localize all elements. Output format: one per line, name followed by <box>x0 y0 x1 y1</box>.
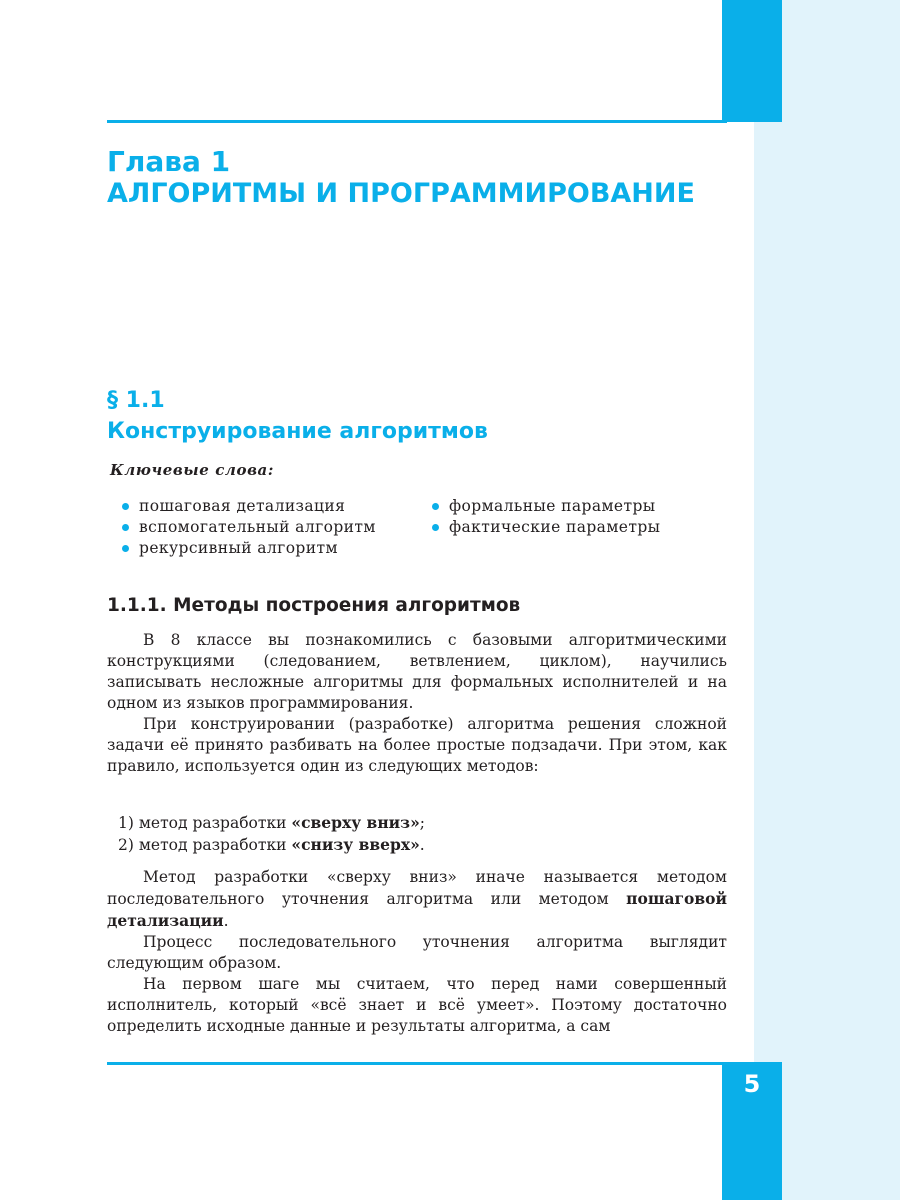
list-item-text: 1) метод разработки <box>118 814 292 832</box>
keyword-item <box>118 517 376 538</box>
bullet-icon <box>432 524 439 531</box>
keyword-item <box>118 496 376 517</box>
keyword-item <box>428 517 660 538</box>
body-block-2 <box>107 867 727 1037</box>
bullet-icon <box>122 503 129 510</box>
list-item-punct: . <box>419 836 425 854</box>
keywords-list-right <box>428 496 660 538</box>
chapter-tab-marker <box>722 0 782 122</box>
page-number: 5 <box>743 1070 761 1098</box>
chapter-title: АЛГОРИТМЫ И ПРОГРАММИРОВАНИЕ <box>107 178 695 209</box>
paragraph-punct: . <box>223 912 229 930</box>
bullet-icon <box>122 524 129 531</box>
keyword-item <box>118 538 376 559</box>
paragraph: В 8 классе вы познакомились с базовыми алгоритмическими конструкциями (следованием, ветвлением, циклом), научились записывать несложные алгоритмы для формальных исполнителей и на одном из языков программирования. <box>107 631 727 712</box>
keyword-text: вспомогательный алгоритм <box>139 518 376 536</box>
paragraph: При конструировании (разработке) алгоритма решения сложной задачи её принято разбивать на более простые подзадачи. При этом, как правило, используется один из следующих методов: <box>107 715 727 775</box>
keywords-list-left <box>118 496 376 559</box>
methods-list <box>107 812 727 856</box>
list-item-text: 2) метод разработки <box>118 836 292 854</box>
bullet-icon <box>122 545 129 552</box>
keyword-text: формальные параметры <box>449 497 656 515</box>
chapter-label: Глава 1 <box>107 145 231 178</box>
keyword-text: пошаговая детализация <box>139 497 346 515</box>
keyword-text: фактические параметры <box>449 518 661 536</box>
paragraph: На первом шаге мы считаем, что перед нами совершенный исполнитель, который «всё знает и всё умеет». Поэтому достаточно определить исходные данные и результаты алгоритма, а сам <box>107 975 727 1035</box>
subsection-title: 1.1.1. Методы построения алгоритмов <box>107 595 521 616</box>
list-item-punct: ; <box>419 814 425 832</box>
bullet-icon <box>432 503 439 510</box>
keywords-label: Ключевые слова <box>110 461 268 479</box>
top-rule <box>107 120 727 123</box>
body-block-1 <box>107 630 727 777</box>
list-item-emphasis: «снизу вверх» <box>291 835 420 854</box>
side-strip <box>754 0 900 1200</box>
term-emphasis: пошаговой детализации <box>107 889 727 930</box>
list-item <box>107 834 727 856</box>
section-title: Конструирование алгоритмов <box>107 419 488 444</box>
paragraph <box>107 867 727 932</box>
keyword-item <box>428 496 660 517</box>
bottom-rule <box>107 1062 727 1065</box>
keywords-heading: Ключевые слова: <box>110 461 275 479</box>
paragraph-text: Метод разработки «сверху вниз» иначе называется методом последовательного уточнения алгоритма или методом <box>107 868 727 908</box>
section-number: § 1.1 <box>107 388 165 413</box>
list-item-emphasis: «сверху вниз» <box>291 813 420 832</box>
list-item <box>107 812 727 834</box>
paragraph: Процесс последовательного уточнения алгоритма выглядит следующим образом. <box>107 933 727 972</box>
keyword-text: рекурсивный алгоритм <box>139 539 338 557</box>
